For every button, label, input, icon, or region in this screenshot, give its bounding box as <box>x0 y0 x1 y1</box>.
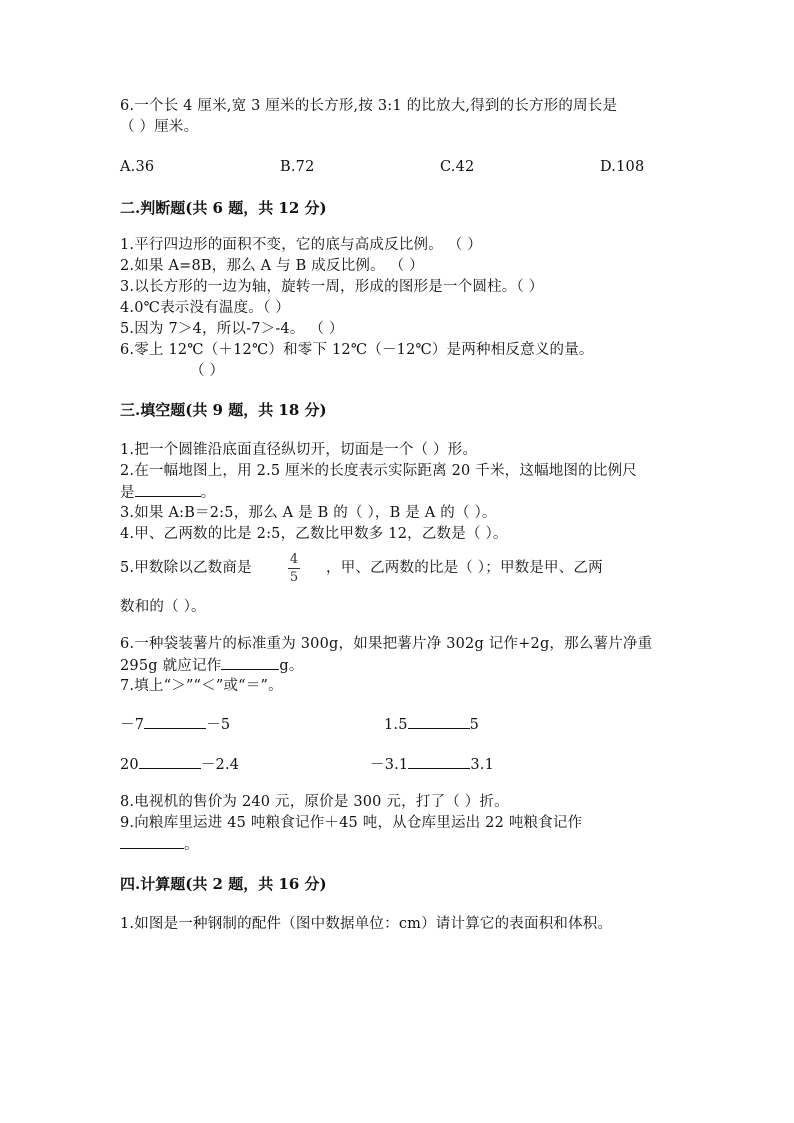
answer-blank[interactable] <box>135 482 201 497</box>
judge-item-3: 3.以长方形的一边为轴，旋转一周，形成的图形是一个圆柱。（ ） <box>120 279 544 295</box>
fill-item-8: 8.电视机的售价为 240 元，原价是 300 元，打了（ ）折。 <box>120 794 509 810</box>
judge-item-6-answer-slot: （ ） <box>190 363 225 379</box>
answer-blank[interactable] <box>408 754 470 769</box>
fill-item-5-suffix: ，甲、乙两数的比是（ ）；甲数是甲、乙两 <box>326 560 603 576</box>
answer-blank[interactable] <box>139 754 201 769</box>
fraction-numerator: 4 <box>289 552 299 567</box>
judge-item-1: 1.平行四边形的面积不变，它的底与高成反比例。 （ ） <box>120 237 482 253</box>
fill-item-5-prefix: 5.甲数除以乙数商是 <box>120 560 252 576</box>
option-b: B.72 <box>280 159 315 175</box>
fill-item-9-line1: 9.向粮库里运进 45 吨粮食记作＋45 吨，从仓库里运出 22 吨粮食记作 <box>120 815 583 831</box>
fill-item-2-line2: 是 。 <box>120 482 215 503</box>
answer-blank[interactable] <box>144 714 206 729</box>
judge-item-2: 2.如果 A=8B，那么 A 与 B 成反比例。 （ ） <box>120 258 424 274</box>
judge-item-6: 6.零上 12℃（＋12℃）和零下 12℃（－12℃）是两种相反意义的量。 <box>120 342 594 358</box>
section-3-title: 三.填空题(共 9 题，共 18 分) <box>120 401 327 419</box>
judge-item-4: 4.0℃表示没有温度。（ ） <box>120 300 290 316</box>
fill-item-4: 4.甲、乙两数的比是 2:5，乙数比甲数多 12，乙数是（ ）。 <box>120 526 508 542</box>
option-c: C.42 <box>440 159 475 175</box>
fill-item-2-line1: 2.在一幅地图上，用 2.5 厘米的长度表示实际距离 20 千米，这幅地图的比例尺 <box>120 463 637 479</box>
answer-blank[interactable] <box>120 834 184 849</box>
option-d: D.108 <box>600 159 645 175</box>
compare-1: －7 －5 <box>120 714 230 735</box>
section-4-title: 四.计算题(共 2 题，共 16 分) <box>120 875 327 893</box>
compare-4: －3.1 3.1 <box>370 754 494 775</box>
fill-item-5-line2: 数和的（ ）。 <box>120 599 206 615</box>
fraction-denominator: 5 <box>289 570 299 585</box>
fill-item-6-line1: 6.一种袋装薯片的标准重为 300g，如果把薯片净 302g 记作+2g，那么薯片净重 <box>120 636 653 652</box>
fill-item-1: 1.把一个圆锥沿底面直径纵切开，切面是一个（ ）形。 <box>120 442 478 458</box>
fill-item-6-line2: 295g 就应记作 g。 <box>120 655 304 676</box>
compare-3: 20 －2.4 <box>120 754 239 775</box>
fill-item-3: 3.如果 A:B＝2:5，那么 A 是 B 的（ ），B 是 A 的（ ）。 <box>120 505 497 521</box>
fill-item-7: 7.填上“＞”“＜”或“＝”。 <box>120 678 283 694</box>
answer-blank[interactable] <box>221 655 279 670</box>
question-6-line2: （ ）厘米。 <box>120 119 199 135</box>
question-6-line1: 6.一个长 4 厘米,宽 3 厘米的长方形,按 3:1 的比放大,得到的长方形的周长是 <box>120 98 618 114</box>
fraction-bar <box>288 568 300 569</box>
answer-blank[interactable] <box>408 714 470 729</box>
calc-item-1: 1.如图是一种钢制的配件（图中数据单位：cm）请计算它的表面积和体积。 <box>120 916 613 932</box>
compare-2: 1.5 5 <box>384 714 479 735</box>
fraction-four-fifths <box>288 552 300 585</box>
fill-item-9-line2: 。 <box>120 834 199 855</box>
section-2-title: 二.判断题(共 6 题，共 12 分) <box>120 199 327 217</box>
option-a: A.36 <box>120 159 155 175</box>
judge-item-5: 5.因为 7＞4，所以-7＞-4。 （ ） <box>120 321 344 337</box>
